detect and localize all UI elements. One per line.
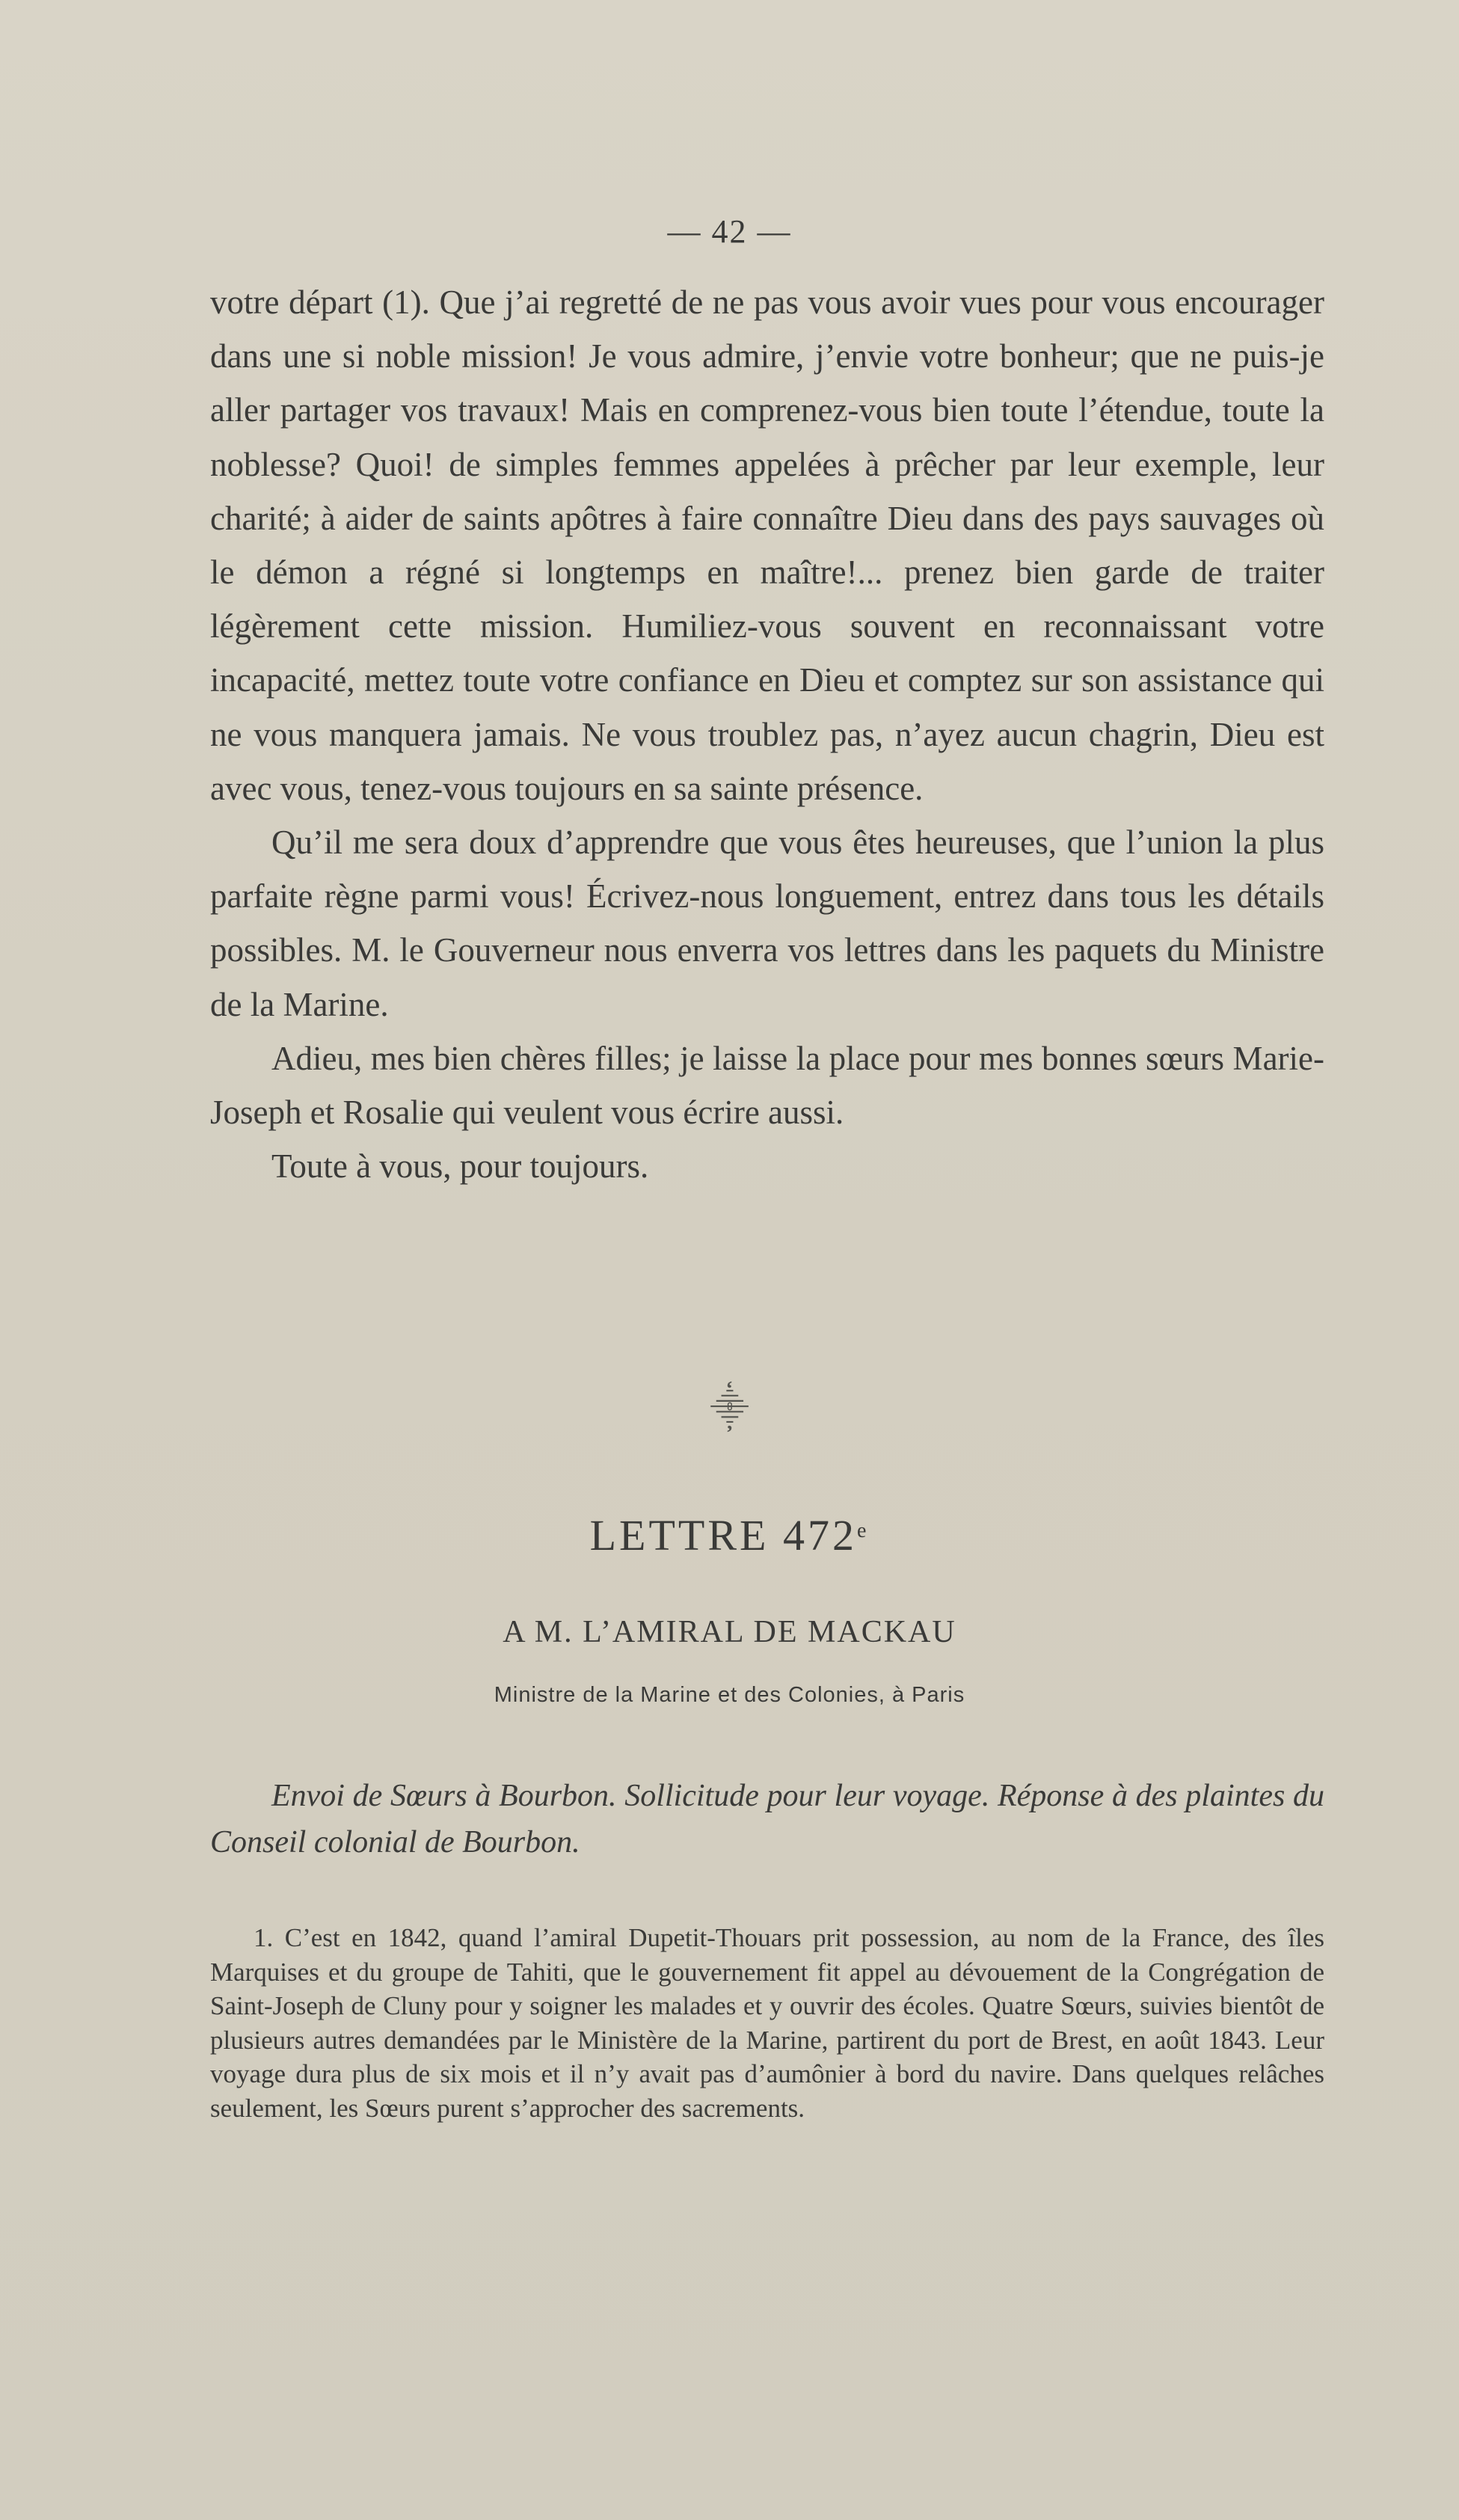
footnote: 1. C’est en 1842, quand l’amiral Dupetit-Thouars prit possession, au nom de la France, des îles Marquises et du groupe de Tahiti, que le gouvernement fit appel au dévouement de la Congrégation de Saint-Joseph de Cluny pour y soigner les malades et y ouvrir des écoles. Quatre Sœurs, suivies bientôt de plusieurs autres demandées par le Ministère de la Marine, partirent du port de Brest, en août 1843. Leur voyage dura plus de six mois et il n’y avait pas d’aumônier à bord du navire. Dans quelques relâches seulement, les Sœurs purent s’approcher des sacrements. [210, 1923, 1324, 2123]
body-paragraph-2: Qu’il me sera doux d’apprendre que vous êtes heureuses, que l’union la plus parfaite règne parmi vous! Écrivez-nous longuement, entrez dans tous les détails possibles. M. le Gouverneur nous enverra vos lettres dans les paquets du Ministre de la Marine. [210, 824, 1324, 1023]
letter-title [0, 1509, 1459, 1562]
page-number: — 42 — [667, 213, 792, 250]
body-paragraph-1: votre départ (1). Que j’ai regretté de ne pas vous avoir vues pour vous encourager dans une si noble mission! Je vous admire, j’envie votre bonheur; que ne puis-je aller partager vos travaux! Mais en comprenez-vous bien toute l’étendue, toute la noblesse? Quoi! de simples femmes appelées à prêcher par leur exemple, leur charité; à aider de saints apôtres à faire connaître Dieu dans des pays sauvages où le démon a régné si longtemps en maître!... prenez bien garde de traiter légèrement cette mission. Humiliez-vous souvent en reconnaissant votre incapacité, mettez toute votre confiance en Dieu et comptez sur son assistance qui ne vous manquera jamais. Ne vous troublez pas, n’ayez aucun chagrin, Dieu est avec vous, tenez-vous toujours en sa sainte présence. [210, 283, 1324, 807]
letter-title-suffix: e [856, 1519, 870, 1542]
letter-body [210, 275, 1324, 1193]
addressee-role: Ministre de la Marine et des Colonies, à Paris [494, 1683, 965, 1707]
letter-addressee: A M. L’AMIRAL DE MACKAU [503, 1615, 956, 1649]
fleuron-ornament-icon: ⸎ [710, 1388, 749, 1429]
body-paragraph-3: Adieu, mes bien chères filles; je laisse la place pour mes bonnes sœurs Marie-Joseph et Rosalie qui veulent vous écrire aussi. [210, 1039, 1324, 1132]
letter-summary: Envoi de Sœurs à Bourbon. Sollicitude pour leur voyage. Réponse à des plaintes du Conseil colonial de Bourbon. [210, 1779, 1324, 1860]
closing-line: Toute à vous, pour toujours. [271, 1147, 649, 1186]
letter-title-text: LETTRE 472 [589, 1511, 857, 1560]
